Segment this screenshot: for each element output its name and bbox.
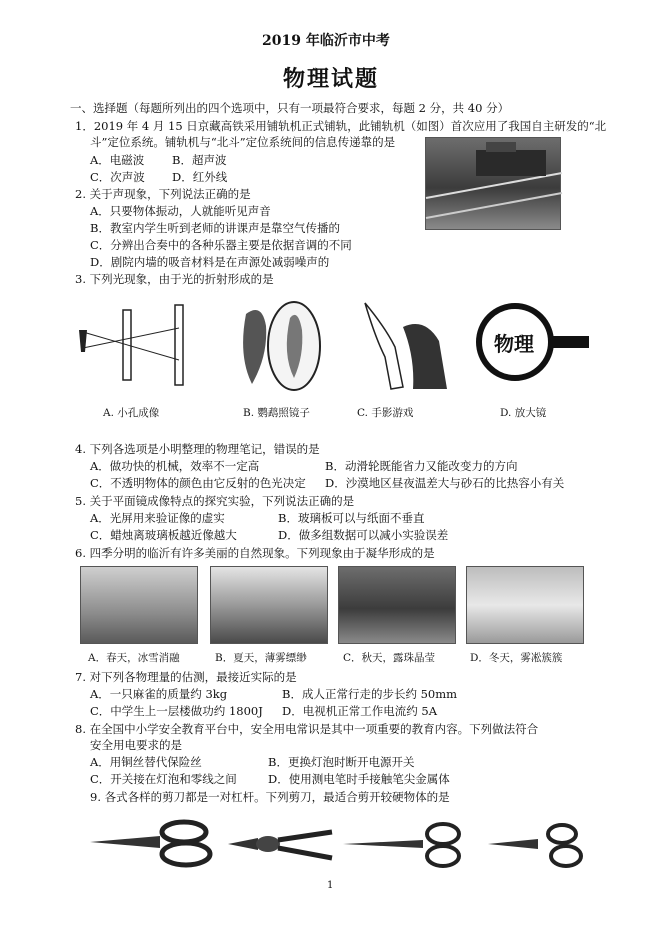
q2-stem: 2. 关于声现象，下列说法正确的是 <box>75 187 251 201</box>
q8-option-b: B．更换灯泡时断开电源开关 <box>268 755 415 769</box>
q1-option-a: A．电磁波 <box>90 153 145 167</box>
q1-option-c: C．次声波 <box>90 170 145 184</box>
q2-option-c: C．分辨出合奏中的各种乐器主要是依据音调的不同 <box>90 238 352 252</box>
q9-stem: 9. 各式各样的剪刀都是一对杠杆。下列剪刀，最适合剪开较硬物体的是 <box>90 790 450 804</box>
q2-option-d: D．剧院内墙的吸音材料是在声源处减弱噪声的 <box>90 255 330 269</box>
q2-option-a: A．只要物体振动，人就能听见声音 <box>90 204 271 218</box>
exam-title: 2019 年临沂市中考 <box>262 33 390 49</box>
track-laying-machine-photo <box>425 137 561 230</box>
q2-option-b: B．教室内学生听到老师的讲课声是靠空气传播的 <box>90 221 340 235</box>
autumn-dew-photo <box>338 566 456 644</box>
q7-option-c: C．中学生上一层楼做功约 1800J <box>90 704 263 718</box>
q1-option-b: B．超声波 <box>172 153 227 167</box>
q5-option-c: C．蜡烛离玻璃板越近像越大 <box>90 528 237 542</box>
q4-option-c: C．不透明物体的颜色由它反射的色光决定 <box>90 476 306 490</box>
pinhole-imaging-figure <box>75 300 205 390</box>
q1-line1: 1．2019 年 4 月 15 日京藏高铁采用铺轨机正式铺轨，此铺轨机（如图）首次应用了我国自主研发的“北 <box>75 119 607 133</box>
scissors-a-figure <box>90 818 220 868</box>
q3-caption-b: B. 鹦鹉照镜子 <box>243 407 310 419</box>
q8-option-a: A．用铜丝替代保险丝 <box>90 755 202 769</box>
q6-stem: 6. 四季分明的临沂有许多美丽的自然现象。下列现象由于凝华形成的是 <box>75 546 435 560</box>
q6-caption-c: C．秋天，露珠晶莹 <box>343 652 436 664</box>
q5-stem: 5. 关于平面镜成像特点的探究实验，下列说法正确的是 <box>75 494 355 508</box>
winter-rime-photo <box>466 566 584 644</box>
q8-line2: 安全用电要求的是 <box>90 738 182 752</box>
q8-option-d: D．使用测电笔时手接触笔尖金属体 <box>268 772 450 786</box>
scissors-b-figure <box>228 820 333 870</box>
q3-caption-c: C. 手影游戏 <box>357 407 414 419</box>
q8-line1: 8. 在全国中小学安全教育平台中，安全用电常识是其中一项重要的教育内容。下列做法符合 <box>75 722 539 736</box>
q7-option-a: A．一只麻雀的质量约 3kg <box>90 687 228 701</box>
page-number: 1 <box>327 880 334 891</box>
q4-option-a: A．做功快的机械，效率不一定高 <box>90 459 260 473</box>
summer-mist-photo <box>210 566 328 644</box>
parrot-mirror-figure <box>228 296 323 396</box>
magnifier-text: 物理 <box>494 332 534 356</box>
q4-stem: 4. 下列各选项是小明整理的物理笔记，错误的是 <box>75 442 320 456</box>
q6-caption-a: A．春天，冰雪消融 <box>88 652 180 664</box>
scissors-c-figure <box>343 820 473 870</box>
q6-caption-b: B．夏天，薄雾缥缈 <box>215 652 307 664</box>
q1-line2: 斗”定位系统。铺轨机与“北斗”定位系统间的信息传递靠的是 <box>90 135 396 149</box>
q3-stem: 3. 下列光现象，由于光的折射形成的是 <box>75 272 274 286</box>
scissors-d-figure <box>488 820 593 870</box>
q4-option-b: B．动滑轮既能省力又能改变力的方向 <box>325 459 518 473</box>
q5-option-b: B．玻璃板可以与纸面不垂直 <box>278 511 425 525</box>
q7-stem: 7. 对下列各物理量的估测，最接近实际的是 <box>75 670 297 684</box>
subject-title: 物理试题 <box>283 66 380 92</box>
q5-option-a: A．光屏用来验证像的虚实 <box>90 511 225 525</box>
hand-shadow-figure <box>355 297 450 392</box>
q7-option-b: B．成人正常行走的步长约 50mm <box>282 687 458 701</box>
spring-ice-melting-photo <box>80 566 198 644</box>
q1-option-d: D．红外线 <box>172 170 228 184</box>
q5-option-d: D．做多组数据可以减小实验误差 <box>278 528 449 542</box>
track-machine-illustration <box>426 138 562 231</box>
section-heading: 一、选择题（每题所列出的四个选项中，只有一项最符合要求，每题 2 分，共 40 分） <box>70 101 510 115</box>
q6-caption-d: D．冬天，雾凇簇簇 <box>470 652 563 664</box>
q7-option-d: D．电视机正常工作电流约 5A <box>282 704 437 718</box>
q3-caption-d: D. 放大镜 <box>500 407 547 419</box>
q3-caption-a: A. 小孔成像 <box>103 407 160 419</box>
q4-option-d: D．沙漠地区昼夜温差大与砂石的比热容小有关 <box>325 476 565 490</box>
q8-option-c: C．开关接在灯泡和零线之间 <box>90 772 237 786</box>
